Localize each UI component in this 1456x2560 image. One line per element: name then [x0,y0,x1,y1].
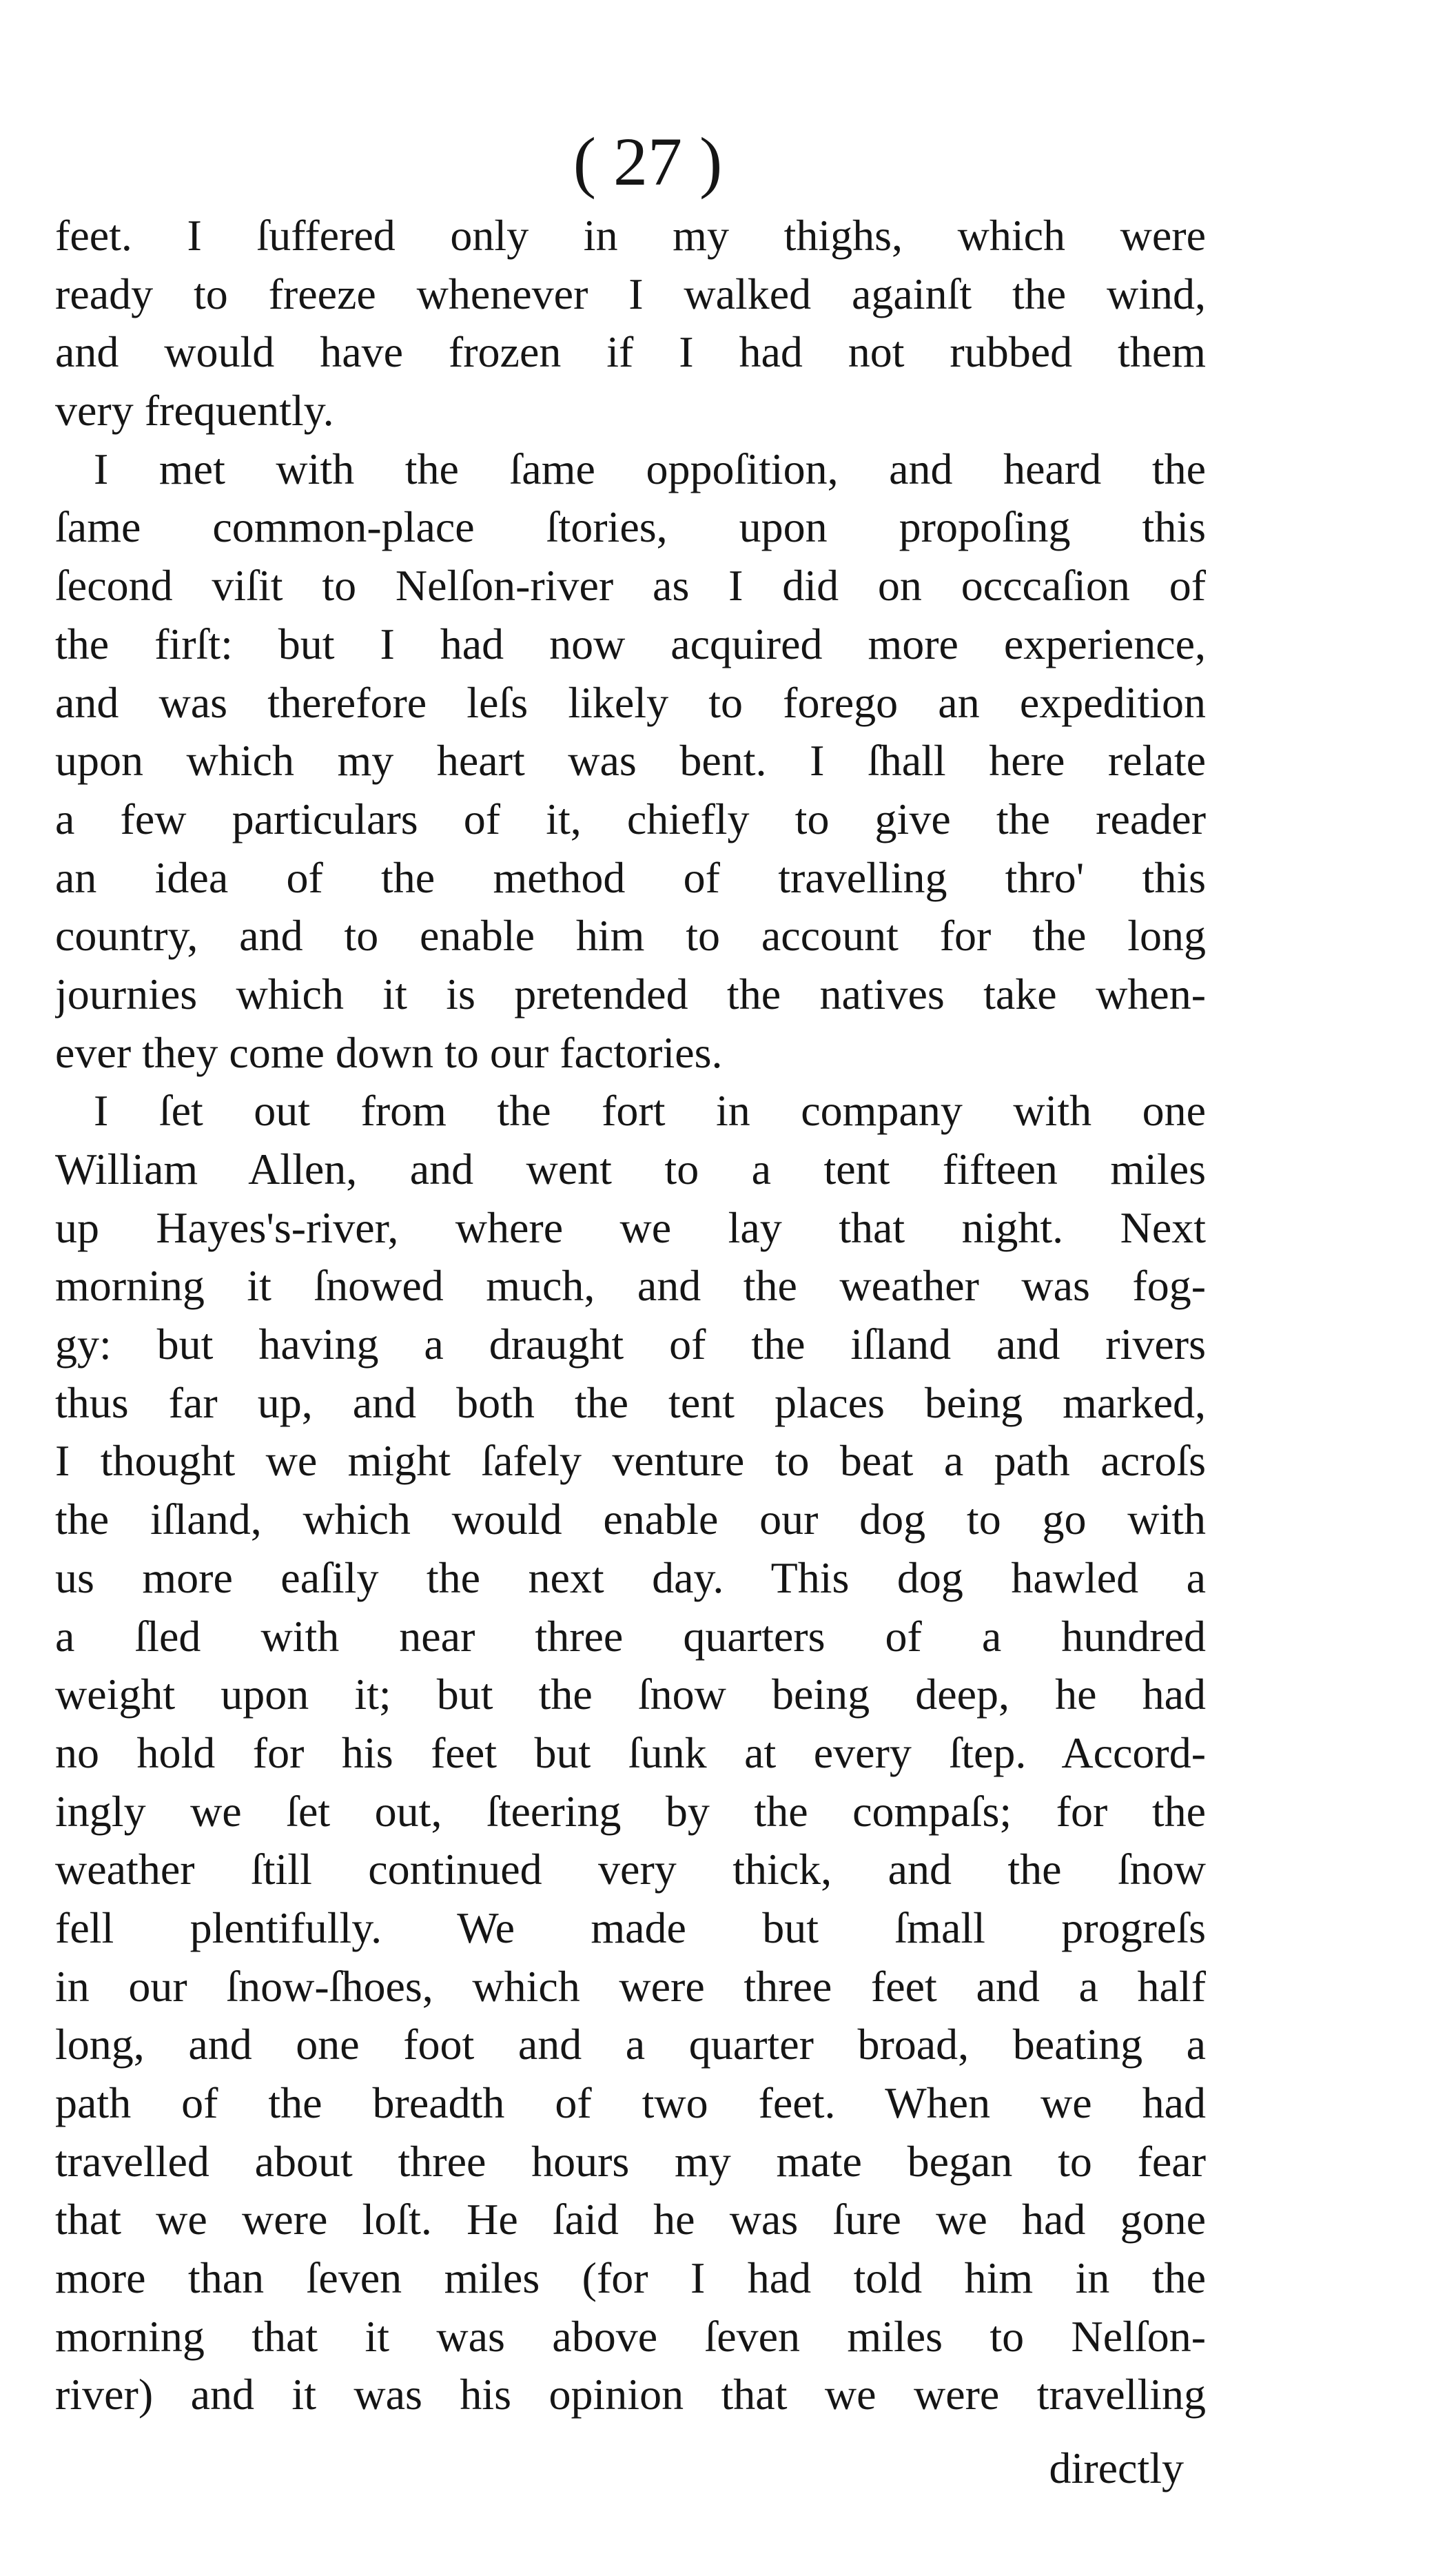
text-line: morning that it was above ſeven miles to Nelſon- [55,2311,1206,2361]
text-line: a few particulars of it, chiefly to give the reader [55,794,1206,843]
text-line: journies which it is pretended the natives take when- [55,969,1206,1018]
text-line: path of the breadth of two feet. When we had [55,2078,1206,2127]
text-line: river) and it was his opinion that we were travelling [55,2370,1206,2419]
text-line: William Allen, and went to a tent fifteen miles [55,1145,1206,1194]
text-line: us more eaſily the next day. This dog hawled a [55,1553,1206,1602]
text-line: weight upon it; but the ſnow being deep, he had [55,1670,1206,1719]
text-line: up Hayes's-river, where we lay that night. Next [55,1202,1206,1252]
text-line: that we were loſt. He ſaid he was ſure we had gone [55,2195,1206,2244]
page-number: ( 27 ) [573,123,723,200]
text-line: ſame common-place ſtories, upon propoſing this [55,502,1206,552]
text-line: and was therefore leſs likely to forego an expedition [55,677,1206,727]
text-line: an idea of the method of travelling thro' this [55,852,1206,902]
text-line: I thought we might ſafely venture to beat a path acroſs [55,1436,1206,1486]
paragraph-first-line: I met with the ſame oppoſition, and heard the [94,444,1206,493]
text-line: very frequently. [55,386,334,436]
text-line: more than ſeven miles (for I had told him in the [55,2253,1206,2303]
text-line: gy: but having a draught of the iſland and rivers [55,1320,1206,1369]
text-line: weather ſtill continued very thick, and the ſnow [55,1845,1206,1894]
text-line: feet. I ſuffered only in my thighs, which were [55,211,1206,260]
text-line: the firſt: but I had now acquired more experience, [55,619,1206,668]
text-line: country, and to enable him to account for the long [55,911,1206,961]
text-line: thus far up, and both the tent places being marked, [55,1378,1206,1427]
text-line: long, and one foot and a quarter broad, beating a [55,2020,1206,2069]
text-line: in our ſnow-ſhoes, which were three feet and a half [55,1961,1206,2011]
text-line: fell plentifully. We made but ſmall progreſs [55,1903,1206,1952]
text-line: ingly we ſet out, ſteering by the compaſs; for the [55,1786,1206,1836]
body-text [55,207,1206,2424]
text-line: the iſland, which would enable our dog to go with [55,1495,1206,1544]
paragraph-first-line: I ſet out from the fort in company with one [94,1086,1206,1136]
text-line: no hold for his feet but ſunk at every ſtep. Accord- [55,1728,1206,1777]
text-line: a ſled with near three quarters of a hundred [55,1611,1206,1661]
text-line: upon which my heart was bent. I ſhall here relate [55,736,1206,786]
text-line: ready to freeze whenever I walked againſt the wind, [55,269,1206,318]
text-line: ſecond viſit to Nelſon-river as I did on occcaſion of [55,561,1206,611]
catchword: directly [1049,2444,1184,2492]
text-line: and would have frozen if I had not rubbed them [55,327,1206,377]
text-line: morning it ſnowed much, and the weather was fog- [55,1261,1206,1311]
text-line: ever they come down to our factories. [55,1027,723,1077]
text-line: travelled about three hours my mate began to fear [55,2136,1206,2186]
